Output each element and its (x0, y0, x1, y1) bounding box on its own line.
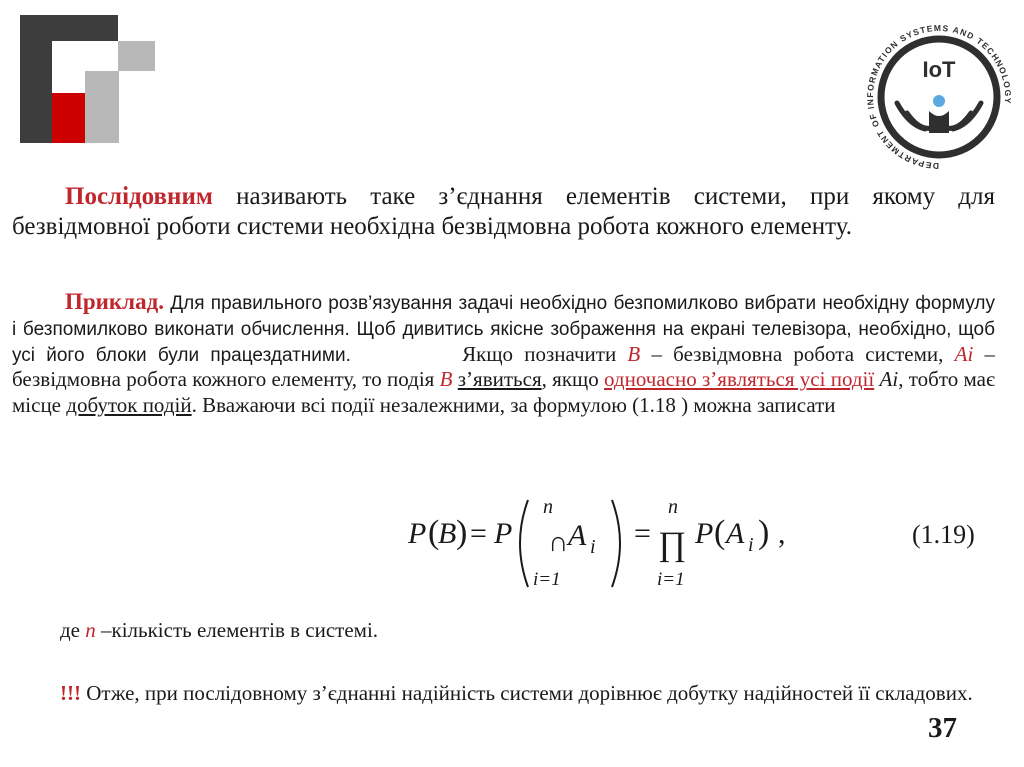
svg-text:): ) (758, 514, 770, 551)
svg-text:,: , (778, 517, 786, 550)
svg-text:P: P (695, 517, 714, 550)
svg-text:P: P (408, 517, 427, 550)
svg-text:A: A (568, 519, 587, 552)
link-appears: з’явиться (457, 367, 542, 392)
conclusion-paragraph: !!! Отже, при послідовному з’єднанні надійність системи дорівнює добутку надійностей її складових. (60, 681, 973, 705)
example-label: Приклад. (65, 289, 164, 314)
svg-text:(: ( (714, 514, 726, 551)
symbol-B: B (627, 341, 641, 366)
svg-text:DEPARTMENT OF INFORMATION SYST: DEPARTMENT OF INFORMATION SYSTEMS AND TECHNOLOGY (864, 22, 1014, 172)
svg-text:): ) (456, 514, 468, 551)
svg-text:(1.19): (1.19) (912, 520, 975, 549)
svg-text:P: P (494, 517, 513, 550)
ft-logo (20, 15, 155, 143)
svg-text:∏: ∏ (658, 526, 686, 563)
svg-text:∩: ∩ (548, 527, 569, 558)
svg-text:B: B (438, 517, 457, 550)
symbol-Ai-2: Ai (879, 367, 899, 392)
example-text-a: Для правильного розв’язування задачі необхідно безпомилково вибрати необхідну формулу і безпомилково виконати обчислення. Щоб дивитись якісне зображення на екрані телевізора, необхідно, щоб усі його блоки були працездатними. (12, 293, 995, 366)
page-number: 37 (928, 712, 957, 744)
svg-text:=: = (470, 517, 487, 550)
definition-paragraph (12, 182, 995, 241)
svg-text:IoT: IoT (922, 57, 956, 82)
iot-department-logo (855, 15, 1023, 175)
attention-marks: !!! (60, 681, 81, 705)
symbol-Ai: Ai (954, 341, 974, 366)
formula-1-19 (0, 495, 1024, 595)
symbol-B-2: B (439, 367, 453, 392)
example-paragraph: Приклад. Для правильного розв’язування задачі необхідно безпомилково вибрати необхідну формулу і безпомилково виконати обчислення. Щоб дивитись якісне зображення на екрані телевізора, необхідно, щоб усі його блоки були працездатними. Якщо позначити B – безвідмовна робота системи, Ai – безвідмовна робота кожного елементу, то подія B з’явиться, якщо одночасно з’являться усі події Ai, тобто має місце добуток подій. Вважаючи всі події незалежними, за формулою (1.18 ) можна записати (12, 289, 996, 417)
where-paragraph: де n –кількість елементів в системі. (60, 618, 379, 642)
example-text-d: – безвідмовна робота кожного елементу, то подія (12, 341, 996, 392)
svg-text:i=1: i=1 (533, 569, 561, 590)
example-text-b: Якщо позначити (462, 341, 628, 366)
link-product: добуток подій (66, 392, 192, 417)
svg-text:i: i (590, 536, 596, 558)
example-text-c: – безвідмовна робота системи, (640, 341, 955, 366)
defined-term: Послідовним (65, 183, 213, 210)
svg-text:A: A (726, 517, 745, 550)
definition-text: називають таке з’єднання елементів системи, при якому для безвідмовної роботи системи необхідна безвідмовна робота кожного елементу. (12, 183, 995, 240)
symbol-n: n (85, 618, 96, 642)
svg-text:i: i (748, 534, 754, 556)
svg-text:=: = (634, 517, 651, 550)
svg-text:i=1: i=1 (657, 569, 685, 590)
svg-text:(: ( (428, 514, 440, 551)
link-simultaneous: одночасно з’являться усі події (604, 367, 875, 392)
svg-text:n: n (668, 496, 678, 518)
svg-text:n: n (543, 496, 553, 518)
